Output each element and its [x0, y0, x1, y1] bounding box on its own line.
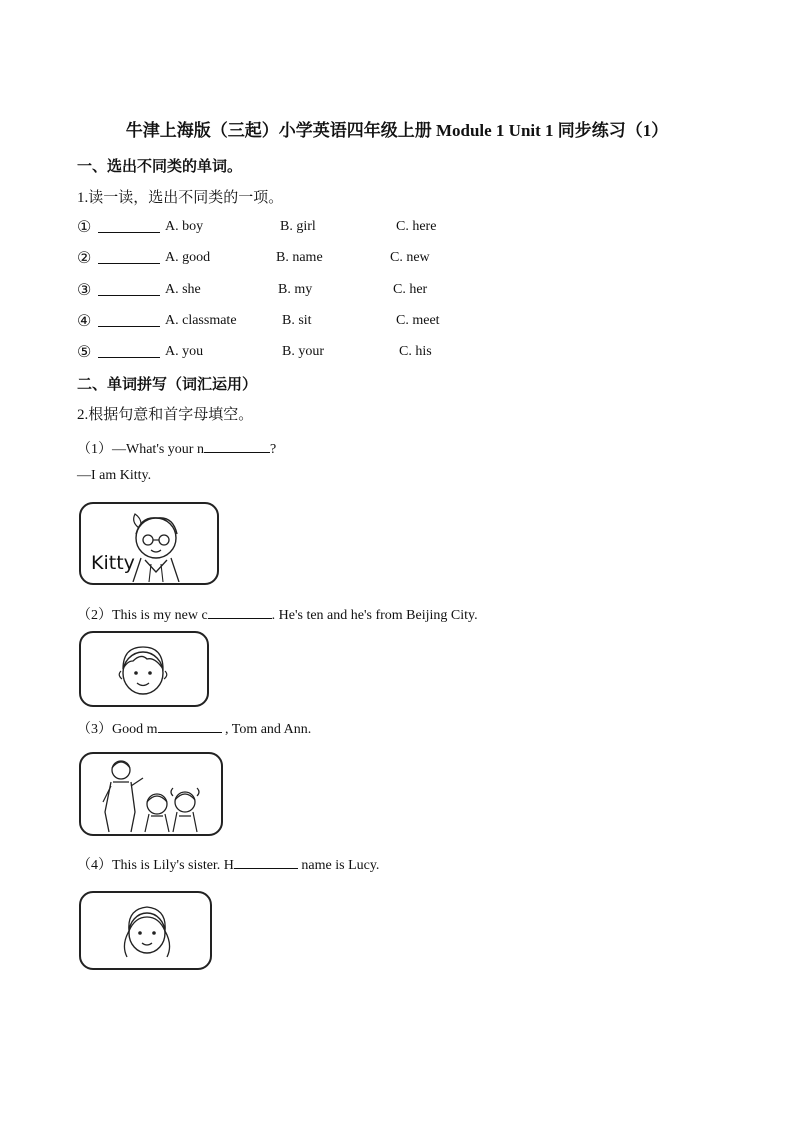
boy-face-icon — [115, 641, 171, 701]
fill-blank[interactable] — [158, 717, 222, 733]
question-text: （3）Good m — [77, 722, 158, 737]
picture-boy — [79, 631, 209, 707]
item-number: ⑤ — [77, 344, 92, 361]
picture-girl — [79, 891, 212, 970]
answer-blank[interactable] — [98, 342, 160, 358]
question-text-end: . He's ten and he's from Beijing City. — [271, 608, 478, 623]
picture-kitty — [79, 502, 219, 585]
page-title: 牛津上海版（三起）小学英语四年级上册 Module 1 Unit 1 同步练习（1） — [125, 121, 669, 140]
option-c: C. her — [393, 282, 428, 297]
question-text: （1）—What's your n — [77, 442, 204, 457]
question-text-end: , Tom and Ann. — [221, 722, 312, 737]
option-c: C. meet — [396, 313, 440, 328]
fill-blank[interactable] — [234, 853, 298, 869]
answer-blank[interactable] — [98, 311, 160, 327]
item-number: ④ — [77, 313, 92, 330]
option-b: B. your — [282, 344, 324, 359]
choice-item — [77, 217, 777, 241]
choice-item — [77, 280, 777, 304]
option-a: A. you — [165, 344, 204, 359]
picture-teacher-children — [79, 752, 223, 836]
choice-item — [77, 342, 777, 366]
question-text: （2）This is my new c — [77, 608, 208, 623]
option-a: A. classmate — [165, 313, 237, 328]
option-c: C. here — [396, 219, 437, 234]
picture-label: Kitty — [91, 552, 135, 574]
fill-blank[interactable] — [208, 603, 272, 619]
option-a: A. boy — [165, 219, 204, 234]
option-a: A. she — [165, 282, 201, 297]
answer-blank[interactable] — [98, 217, 160, 233]
teacher-and-children-icon — [87, 756, 217, 834]
option-c: C. his — [399, 344, 432, 359]
option-a: A. good — [165, 250, 211, 265]
answer-blank[interactable] — [98, 280, 160, 296]
question-text-end: ? — [269, 442, 277, 457]
fill-blank[interactable] — [204, 437, 270, 453]
choice-item — [77, 248, 777, 272]
question-3 — [77, 717, 311, 738]
option-c: C. new — [390, 250, 430, 265]
item-number: ② — [77, 250, 92, 267]
section-heading-2: 二、单词拼写（词汇运用） — [77, 377, 258, 393]
section-heading-1: 一、选出不同类的单词。 — [77, 159, 243, 175]
instruction-1: 1.读一读，选出不同类的一项。 — [77, 190, 284, 206]
option-b: B. my — [278, 282, 313, 297]
item-number: ③ — [77, 282, 92, 299]
question-4 — [77, 853, 379, 874]
item-number: ① — [77, 219, 92, 236]
question-text: （4）This is Lily's sister. H — [77, 858, 234, 873]
option-b: B. sit — [282, 313, 312, 328]
question-text-end: name is Lucy. — [297, 858, 380, 873]
answer-blank[interactable] — [98, 248, 160, 264]
girl-face-icon — [117, 901, 177, 965]
option-b: B. girl — [280, 219, 316, 234]
girl-with-glasses-icon — [127, 510, 185, 582]
question-2 — [77, 603, 478, 624]
instruction-2: 2.根据句意和首字母填空。 — [77, 407, 254, 423]
option-b: B. name — [276, 250, 323, 265]
answer-line: —I am Kitty. — [77, 468, 152, 483]
choice-item — [77, 311, 777, 335]
question-1 — [77, 437, 276, 458]
